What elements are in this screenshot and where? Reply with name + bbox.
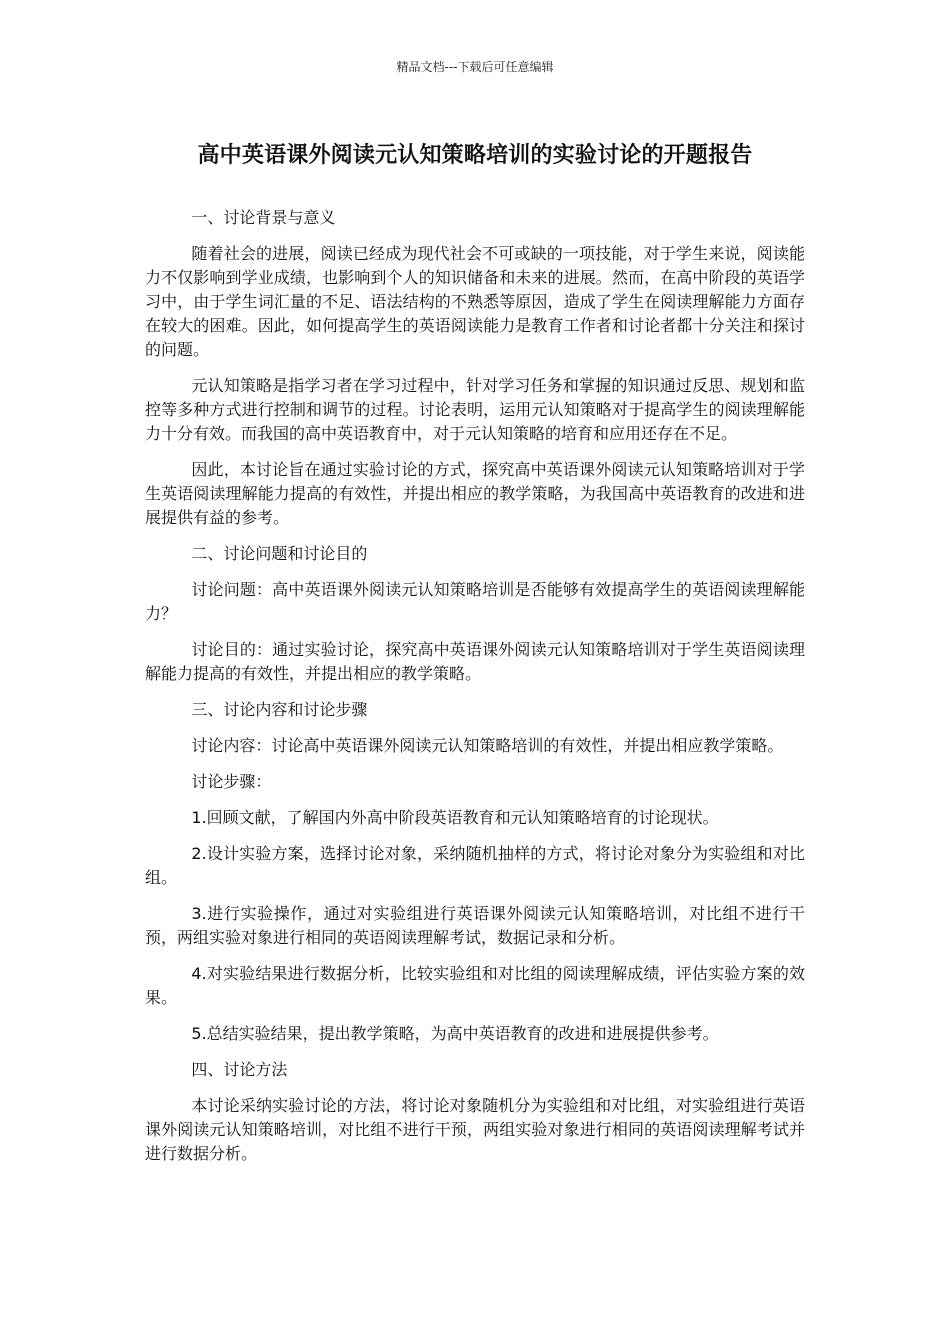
list-item: 2.设计实验方案，选择讨论对象，采纳随机抽样的方式，将讨论对象分为实验组和对比组。 [145,844,805,887]
paragraph: 本讨论采纳实验讨论的方法，将讨论对象随机分为实验组和对比组，对实验组进行英语课外阅读元认知策略培训，对比组不进行干预，两组实验对象进行相同的英语阅读理解考试并进行数据分析。 [145,1096,805,1163]
paragraph: 讨论问题：高中英语课外阅读元认知策略培训是否能够有效提高学生的英语阅读理解能力？ [145,580,805,623]
paragraph: 随着社会的进展，阅读已经成为现代社会不可或缺的一项技能，对于学生来说，阅读能力不仅影响到学业成绩，也影响到个人的知识储备和未来的进展。然而，在高中阶段的英语学习中，由于学生词汇量的不足、语法结构的不熟悉等原因，造成了学生在阅读理解能力方面存在较大的困难。因此，如何提高学生的英语阅读能力是教育工作者和讨论者都十分关注和探讨的问题。 [145,244,805,359]
list-item: 1.回顾文献，了解国内外高中阶段英语教育和元认知策略培育的讨论现状。 [191,808,719,827]
list-item: 5.总结实验结果，提出教学策略，为高中英语教育的改进和进展提供参考。 [191,1024,719,1043]
paragraph: 讨论目的：通过实验讨论，探究高中英语课外阅读元认知策略培训对于学生英语阅读理解能力提高的有效性，并提出相应的教学策略。 [145,640,805,683]
section-heading-methods: 四、讨论方法 [191,1060,288,1079]
paragraph: 因此，本讨论旨在通过实验讨论的方式，探究高中英语课外阅读元认知策略培训对于学生英语阅读理解能力提高的有效性，并提出相应的教学策略，为我国高中英语教育的改进和进展提供有益的参考。 [145,460,805,527]
page-header: 精品文档---下载后可任意编辑 [396,60,554,74]
section-heading-questions: 二、讨论问题和讨论目的 [191,544,368,563]
paragraph: 讨论步骤： [191,772,272,791]
document-title: 高中英语课外阅读元认知策略培训的实验讨论的开题报告 [197,143,753,168]
paragraph: 讨论内容：讨论高中英语课外阅读元认知策略培训的有效性，并提出相应教学策略。 [191,736,784,755]
document-body [145,206,805,1178]
section-heading-background: 一、讨论背景与意义 [191,208,336,227]
paragraph: 元认知策略是指学习者在学习过程中，针对学习任务和掌握的知识通过反思、规划和监控等多种方式进行控制和调节的过程。讨论表明，运用元认知策略对于提高学生的阅读理解能力十分有效。而我国的高中英语教育中，对于元认知策略的培育和应用还存在不足。 [145,376,805,443]
list-item: 3.进行实验操作，通过对实验组进行英语课外阅读元认知策略培训，对比组不进行干预，两组实验对象进行相同的英语阅读理解考试，数据记录和分析。 [145,904,805,947]
list-item: 4.对实验结果进行数据分析，比较实验组和对比组的阅读理解成绩，评估实验方案的效果。 [145,964,805,1007]
section-heading-content: 三、讨论内容和讨论步骤 [191,700,368,719]
